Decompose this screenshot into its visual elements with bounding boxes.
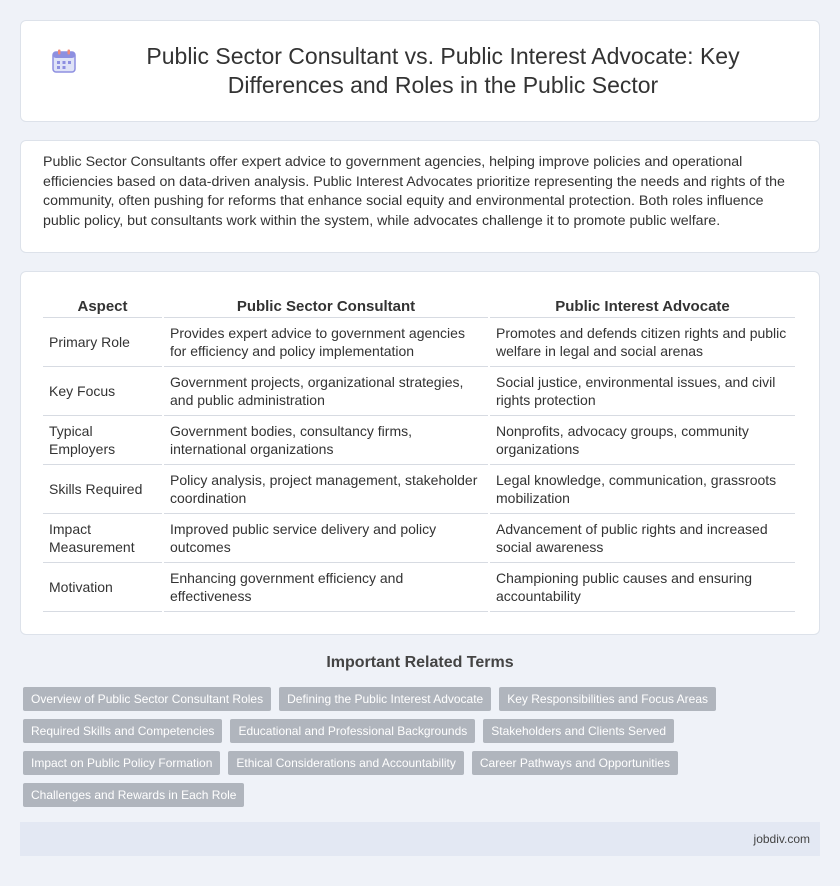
table-row — [43, 563, 795, 612]
related-tag[interactable]: Educational and Professional Backgrounds — [230, 719, 475, 743]
footer — [20, 822, 820, 856]
comparison-table — [41, 292, 797, 612]
intro-card — [20, 140, 820, 253]
row-aspect: Typical Employers — [43, 416, 162, 465]
header-advocate: Public Interest Advocate — [490, 292, 795, 318]
row-consultant: Improved public service delivery and policy outcomes — [164, 514, 488, 563]
related-tag[interactable]: Key Responsibilities and Focus Areas — [499, 687, 716, 711]
table-header-row — [43, 292, 795, 318]
table-row — [43, 416, 795, 465]
row-aspect: Impact Measurement — [43, 514, 162, 563]
related-tag[interactable]: Impact on Public Policy Formation — [23, 751, 220, 775]
row-aspect: Skills Required — [43, 465, 162, 514]
related-tag[interactable]: Defining the Public Interest Advocate — [279, 687, 491, 711]
row-advocate: Social justice, environmental issues, and civil rights protection — [490, 367, 795, 416]
related-terms-title: Important Related Terms — [326, 654, 514, 671]
row-advocate: Advancement of public rights and increased social awareness — [490, 514, 795, 563]
row-consultant: Government bodies, consultancy firms, international organizations — [164, 416, 488, 465]
row-advocate: Promotes and defends citizen rights and public welfare in legal and social arenas — [490, 318, 795, 367]
header-aspect: Aspect — [43, 292, 162, 318]
related-tag[interactable]: Stakeholders and Clients Served — [483, 719, 674, 743]
related-terms-list — [23, 687, 813, 807]
row-consultant: Government projects, organizational strategies, and public administration — [164, 367, 488, 416]
title-card — [20, 20, 820, 122]
table-row — [43, 514, 795, 563]
related-tag[interactable]: Ethical Considerations and Accountability — [228, 751, 463, 775]
table-row — [43, 367, 795, 416]
table-row — [43, 318, 795, 367]
footer-site-link[interactable]: jobdiv.com — [753, 832, 810, 846]
related-tag[interactable]: Required Skills and Competencies — [23, 719, 222, 743]
related-tag[interactable]: Challenges and Rewards in Each Role — [23, 783, 244, 807]
row-aspect: Motivation — [43, 563, 162, 612]
related-tag[interactable]: Overview of Public Sector Consultant Roles — [23, 687, 271, 711]
row-consultant: Provides expert advice to government agencies for efficiency and policy implementation — [164, 318, 488, 367]
row-consultant: Policy analysis, project management, stakeholder coordination — [164, 465, 488, 514]
header-consultant: Public Sector Consultant — [164, 292, 488, 318]
calendar-icon — [51, 48, 77, 74]
related-tag[interactable]: Career Pathways and Opportunities — [472, 751, 678, 775]
row-aspect: Primary Role — [43, 318, 162, 367]
row-aspect: Key Focus — [43, 367, 162, 416]
table-row — [43, 465, 795, 514]
title-wrap — [21, 42, 819, 100]
intro-paragraph: Public Sector Consultants offer expert advice to government agencies, helping improve policies and operational efficiencies based on data-driven analysis. Public Interest Advocates prioritize representing the needs and rights of the community, often pushing for reforms that enhance social equity and environmental protection. Both roles influence public policy, but consultants work within the system, while advocates challenge it to promote public welfare. — [43, 154, 785, 229]
comparison-card — [20, 271, 820, 635]
row-consultant: Enhancing government efficiency and effectiveness — [164, 563, 488, 612]
row-advocate: Nonprofits, advocacy groups, community organizations — [490, 416, 795, 465]
page-title: Public Sector Consultant vs. Public Interest Advocate: Key Differences and Roles in the Public Sector — [146, 43, 740, 98]
row-advocate: Legal knowledge, communication, grassroots mobilization — [490, 465, 795, 514]
row-advocate: Championing public causes and ensuring accountability — [490, 563, 795, 612]
